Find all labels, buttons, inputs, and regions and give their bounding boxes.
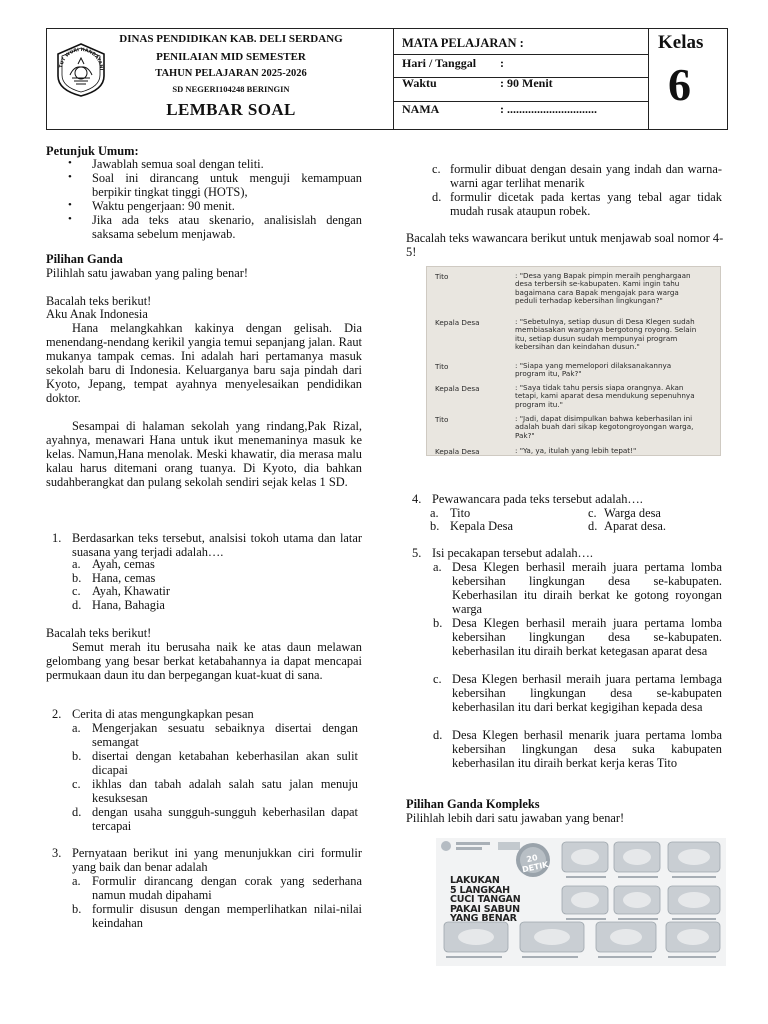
instruction-item: Soal ini dirancang untuk menguji kemampuan berpikir tingkat tinggi (HOTS), xyxy=(92,171,362,199)
bullet-icon: • xyxy=(68,171,72,183)
option-letter: a. xyxy=(72,874,81,888)
option-text: formulir disusun dengan memperlihatkan nilai-nilai keindahan xyxy=(92,902,362,930)
story-paragraph: Sesampai di halaman sekolah yang rindang,Pak Rizal, ayahnya, menawari Hana untuk ikut menemaninya masuk ke kelas. Namun,Hana menolak. Meski khawatir, dia merasa malu kalau harus ditemani orang tuanya. Di Kyoto, dia bahkan sudahberangkat dan pulang sekolah sendiri sejak kelas 1 SD. xyxy=(46,419,362,489)
interview-image xyxy=(426,266,721,456)
option-letter: c. xyxy=(432,162,441,176)
bullet-icon: • xyxy=(68,199,72,211)
option-letter: b. xyxy=(72,571,82,585)
handwashing-poster xyxy=(436,838,726,966)
speaker: Kepala Desa xyxy=(435,447,480,456)
poster-headline-line: PAKAI SABUN xyxy=(450,903,520,915)
header-school: SD NEGERI104248 BERINGIN xyxy=(172,84,290,94)
option-text: dengan usaha sungguh-sungguh keberhasilan dapat tercapai xyxy=(92,805,358,833)
option-letter: d. xyxy=(72,805,82,819)
option-letter: c. xyxy=(433,672,442,686)
section-title-pgk: Pilihan Ganda Kompleks xyxy=(406,797,540,811)
header-divider xyxy=(393,29,394,129)
speech: : "Siapa yang memelopori dilaksanakannya program itu, Pak?" xyxy=(515,361,672,379)
header-row-line xyxy=(393,54,648,55)
section-instruction-pg: Pilihlah satu jawaban yang paling benar! xyxy=(46,266,248,280)
subject-label: MATA PELAJARAN : xyxy=(402,36,524,50)
read-prompt: Bacalah teks wawancara berikut untuk menjawab soal nomor 4-5! xyxy=(406,231,724,259)
speech: : "Ya, ya, itulah yang lebih tepat!" xyxy=(515,446,637,455)
option-text: Ayah, cemas xyxy=(92,557,155,571)
option-text: formulir dibuat dengan desain yang indah dan warna-warni agar terlihat menarik xyxy=(450,162,722,190)
instructions-title: Petunjuk Umum: xyxy=(46,144,139,158)
story-title: Aku Anak Indonesia xyxy=(46,307,148,321)
logo-text: TUT WURI HANDAYANI xyxy=(59,47,104,71)
read-prompt: Bacalah teks berikut! xyxy=(46,626,152,640)
speaker: Tito xyxy=(435,415,449,424)
question-text: Pewawancara pada teks tersebut adalah…. xyxy=(432,492,643,506)
section-title-pg: Pilihan Ganda xyxy=(46,252,123,266)
option-text: Aparat desa. xyxy=(604,519,666,533)
read-prompt: Bacalah teks berikut! xyxy=(46,294,152,308)
option-text: Hana, cemas xyxy=(92,571,156,585)
option-text: Hana, Bahagia xyxy=(92,598,165,612)
instruction-item: Waktu pengerjaan: 90 menit. xyxy=(92,199,235,213)
poster-headline-line: YANG BENAR xyxy=(450,913,517,924)
name-value: : .............................. xyxy=(500,102,597,116)
instruction-item: Jika ada teks atau skenario, analisislah dengan saksama sebelum menjawab. xyxy=(92,213,362,241)
option-text: Desa Klegen berhasil meraih juara pertama lomba kebersihan lingkungan desa se-kabupaten. Keberhasilan itu diraih berkat ke gotong royongan warga xyxy=(452,560,722,616)
class-number: 6 xyxy=(668,59,691,110)
bullet-icon: • xyxy=(68,213,72,225)
option-letter: b. xyxy=(72,902,82,916)
class-label: Kelas xyxy=(658,32,704,53)
poster-headline-line: LAKUKAN xyxy=(450,875,500,886)
option-letter: a. xyxy=(72,557,81,571)
question-text: Cerita di atas mengungkapkan pesan xyxy=(72,707,254,721)
speech: : "Saya tidak tahu persis siapa orangnya. Akan tetapi, kami aparat desa mendukung sepenuhnya program itu." xyxy=(515,383,695,409)
ministry-logo-icon xyxy=(441,841,451,851)
option-letter: b. xyxy=(72,749,82,763)
name-label: NAMA xyxy=(402,102,440,116)
bullet-icon: • xyxy=(68,157,72,169)
option-text: Desa Klegen berhasil meraih juara pertama lembaga kebersihan lingkungan desa se-kabupaten keberhasilan itu dari berkat kegigihan kepada desa xyxy=(452,672,722,714)
option-letter: c. xyxy=(72,777,81,791)
time-label: Waktu xyxy=(402,76,437,90)
speaker: Kepala Desa xyxy=(435,318,480,327)
option-letter: d. xyxy=(72,598,82,612)
option-text: Tito xyxy=(450,506,471,520)
option-text: Warga desa xyxy=(604,506,661,520)
option-letter: d. xyxy=(432,190,442,204)
option-letter: a. xyxy=(433,560,442,574)
speech: : "Sebetulnya, setiap dusun di Desa Klegen sudah membiasakan warganya bergotong royong. Selain itu, setiap dusun sudah mempunyai program kebersihan dan keindahan dusun." xyxy=(515,317,697,352)
timer-badge-text: 20 DETIK xyxy=(521,853,550,875)
date-value: : xyxy=(500,56,504,70)
question-text: Berdasarkan teks tersebut, analsisi tokoh utama dan latar suasana yang terjadi adalah…. xyxy=(72,531,362,559)
option-letter: c. xyxy=(72,584,81,598)
option-letter: c. xyxy=(588,506,597,520)
option-text: Kepala Desa xyxy=(450,519,513,533)
story-paragraph: Semut merah itu berusaha naik ke atas daun melawan gelombang yang besar berkat ketabahannya ia dapat mencapai permukaan daun itu dan berpegangan kuat-kuat di sana. xyxy=(46,640,362,682)
header-exam: PENILAIAN MID SEMESTER xyxy=(156,51,306,63)
question-text: Isi pecakapan tersebut adalah…. xyxy=(432,546,594,560)
story-paragraph: Hana melangkahkan kakinya dengan gelisah. Dia menendang-nendang kerikil yangia temui sepanjang jalan. Raut mukanya tampak cemas. Ini adalah hari pertamanya masuk sekolah baru di Indonesia. Keluarganya baru saja pindah dari Kyoto, Jepang, tempat ayahnya menyelesaikan pendidikan doktor. xyxy=(46,321,362,405)
option-letter: a. xyxy=(72,721,81,735)
option-text: Formulir dirancang dengan corak yang sederhana namun mudah dipahami xyxy=(92,874,362,902)
question-number: 5. xyxy=(412,546,422,560)
speaker: Tito xyxy=(435,362,449,371)
poster-headline-line: 5 LANGKAH xyxy=(450,884,510,896)
instruction-item: Jawablah semua soal dengan teliti. xyxy=(92,157,264,171)
question-number: 4. xyxy=(412,492,422,506)
speaker: Tito xyxy=(435,272,449,281)
header-year: TAHUN PELAJARAN 2025-2026 xyxy=(155,68,307,79)
sheet-title: LEMBAR SOAL xyxy=(166,100,296,119)
time-value: : 90 Menit xyxy=(500,76,553,90)
option-letter: b. xyxy=(433,616,443,630)
speech: : "Desa yang Bapak pimpin meraih penghargaan desa terbersih se-kabupaten. Kami ingin tahu bagaimana cara Bapak mengajak para warga peduli terhadap kebersihan lingkungan?" xyxy=(515,271,691,306)
question-number: 3. xyxy=(52,846,62,860)
question-number: 1. xyxy=(52,531,62,545)
option-text: Desa Klegen berhasil meraih juara pertama lomba kebersihan lingkungan desa se-kabupaten. keberhasilan itu diraih berkat ketegasan aparat desa xyxy=(452,616,722,658)
poster-headline xyxy=(450,876,520,924)
option-letter: d. xyxy=(588,519,598,533)
header-divider xyxy=(648,29,649,129)
option-text: disertai dengan ketabahan keberhasilan akan sulit dicapai xyxy=(92,749,358,777)
section-instruction-pgk: Pilihlah lebih dari satu jawaban yang benar! xyxy=(406,811,625,825)
option-letter: b. xyxy=(430,519,440,533)
speaker: Kepala Desa xyxy=(435,384,480,393)
date-label: Hari / Tanggal xyxy=(402,56,477,70)
tut-wuri-handayani-logo xyxy=(54,42,108,98)
option-text: Desa Klegen berhasil menarik juara pertama lomba kebersihan lingkungan desa suka kabupaten keberhasilan itu diraih berkat kerja keras Tito xyxy=(452,728,722,770)
option-text: Mengerjakan sesuatu sebaiknya disertai dengan semangat xyxy=(92,721,358,749)
option-text: Ayah, Khawatir xyxy=(92,584,170,598)
option-letter: a. xyxy=(430,506,439,520)
speech: : "Jadi, dapat disimpulkan bahwa keberhasilan ini adalah buah dari sikap kegotongroyongan warga, Pak?" xyxy=(515,414,694,440)
poster-headline-line: CUCI TANGAN xyxy=(450,894,521,905)
option-text: formulir dicetak pada kertas yang tebal agar tidak mudah rusak ataupun robek. xyxy=(450,190,722,218)
header-office: DINAS PENDIDIKAN KAB. DELI SERDANG xyxy=(119,33,343,45)
option-letter: d. xyxy=(433,728,443,742)
option-text: ikhlas dan tabah adalah salah satu jalan menuju kesuksesan xyxy=(92,777,358,805)
question-text: Pernyataan berikut ini yang menunjukkan ciri formulir yang baik dan benar adalah xyxy=(72,846,362,874)
question-number: 2. xyxy=(52,707,62,721)
